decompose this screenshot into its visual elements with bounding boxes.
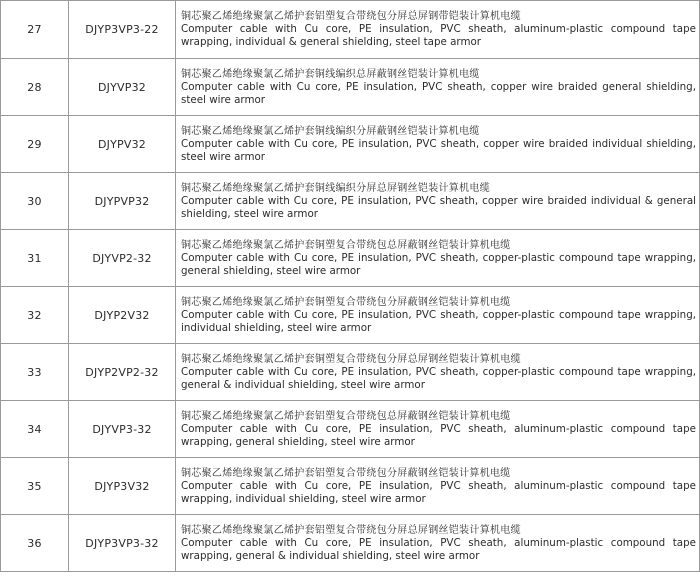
model-code: DJYP2VP2-32 — [69, 344, 176, 401]
description-english: Computer cable with Cu core, PE insulation, PVC sheath, copper-plastic compound tape wrapping, individual shielding, steel wire armor — [181, 308, 696, 334]
description-english: Computer cable with Cu core, PE insulation, PVC sheath, aluminum-plastic compound tape wrapping, individual shielding, steel wire armor — [181, 479, 696, 505]
row-number: 32 — [1, 287, 69, 344]
row-number: 28 — [1, 59, 69, 116]
model-code: DJYP2V32 — [69, 287, 176, 344]
model-code: DJYP3VP3-22 — [69, 1, 176, 59]
description-cell — [176, 59, 700, 116]
row-number: 34 — [1, 401, 69, 458]
description-english: Computer cable with Cu core, PE insulation, PVC sheath, copper wire braided general shielding, steel wire armor — [181, 80, 696, 106]
description-chinese: 铜芯聚乙烯绝缘聚氯乙烯护套铜线编织总屏蔽钢丝铠装计算机电缆 — [181, 68, 480, 80]
description-chinese: 铜芯聚乙烯绝缘聚氯乙烯护套铝塑复合带绕包总屏蔽钢丝铠装计算机电缆 — [181, 410, 511, 422]
row-number: 33 — [1, 344, 69, 401]
row-number: 27 — [1, 1, 69, 59]
model-code: DJYPV32 — [69, 116, 176, 173]
description-chinese: 铜芯聚乙烯绝缘聚氯乙烯护套铝塑复合带绕包分屏蔽钢丝铠装计算机电缆 — [181, 467, 511, 479]
row-number: 30 — [1, 173, 69, 230]
description-english: Computer cable with Cu core, PE insulation, PVC sheath, aluminum-plastic compound tape wrapping, general & individual shielding, steel wire armor — [181, 536, 696, 562]
row-number: 29 — [1, 116, 69, 173]
model-code: DJYP3VP3-32 — [69, 515, 176, 572]
table-row — [1, 1, 700, 59]
table-row — [1, 287, 700, 344]
description-cell — [176, 458, 700, 515]
table-row — [1, 59, 700, 116]
description-chinese: 铜芯聚乙烯绝缘聚氯乙烯护套铜塑复合带绕包分屏总屏钢丝铠装计算机电缆 — [181, 353, 521, 365]
description-english: Computer cable with Cu core, PE insulation, PVC sheath, aluminum-plastic compound tape wrapping, general shielding, steel wire armor — [181, 422, 696, 448]
description-english: Computer cable with Cu core, PE insulation, PVC sheath, copper wire braided individual shielding, steel wire armor — [181, 137, 696, 163]
description-chinese: 铜芯聚乙烯绝缘聚氯乙烯护套铜线编织分屏蔽钢丝铠装计算机电缆 — [181, 125, 480, 137]
description-english: Computer cable with Cu core, PE insulation, PVC sheath, copper wire braided individual & general shielding, steel wire armor — [181, 194, 696, 220]
table-row — [1, 173, 700, 230]
table-row — [1, 116, 700, 173]
model-code: DJYVP2-32 — [69, 230, 176, 287]
description-chinese: 铜芯聚乙烯绝缘聚氯乙烯护套铜线编织分屏总屏钢丝铠装计算机电缆 — [181, 182, 490, 194]
table-row — [1, 230, 700, 287]
description-cell — [176, 173, 700, 230]
description-chinese: 铜芯聚乙烯绝缘聚氯乙烯护套铝塑复合带绕包分屏总屏钢带铠装计算机电缆 — [181, 11, 521, 22]
description-cell — [176, 230, 700, 287]
description-english: Computer cable with Cu core, PE insulation, PVC sheath, copper-plastic compound tape wrapping, general & individual shielding, steel wire armor — [181, 365, 696, 391]
description-cell — [176, 401, 700, 458]
description-english: Computer cable with Cu core, PE insulation, PVC sheath, copper-plastic compound tape wrapping, general shielding, steel wire armor — [181, 251, 696, 277]
table-row — [1, 344, 700, 401]
table-row — [1, 401, 700, 458]
model-code: DJYVP3-32 — [69, 401, 176, 458]
description-chinese: 铜芯聚乙烯绝缘聚氯乙烯护套铝塑复合带绕包分屏总屏钢丝铠装计算机电缆 — [181, 524, 521, 536]
cable-spec-table-body — [1, 1, 700, 572]
description-english: Computer cable with Cu core, PE insulation, PVC sheath, aluminum-plastic compound tape wrapping, individual & general shielding, steel tape armor — [181, 23, 696, 48]
model-code: DJYPVP32 — [69, 173, 176, 230]
description-cell — [176, 344, 700, 401]
model-code: DJYP3V32 — [69, 458, 176, 515]
table-row — [1, 458, 700, 515]
row-number: 36 — [1, 515, 69, 572]
description-cell — [176, 116, 700, 173]
table-row — [1, 515, 700, 572]
description-cell — [176, 1, 700, 59]
row-number: 31 — [1, 230, 69, 287]
description-chinese: 铜芯聚乙烯绝缘聚氯乙烯护套铜塑复合带绕包总屏蔽钢丝铠装计算机电缆 — [181, 239, 511, 251]
model-code: DJYVP32 — [69, 59, 176, 116]
description-cell — [176, 515, 700, 572]
row-number: 35 — [1, 458, 69, 515]
description-cell — [176, 287, 700, 344]
description-chinese: 铜芯聚乙烯绝缘聚氯乙烯护套铜塑复合带绕包分屏蔽钢丝铠装计算机电缆 — [181, 296, 511, 308]
